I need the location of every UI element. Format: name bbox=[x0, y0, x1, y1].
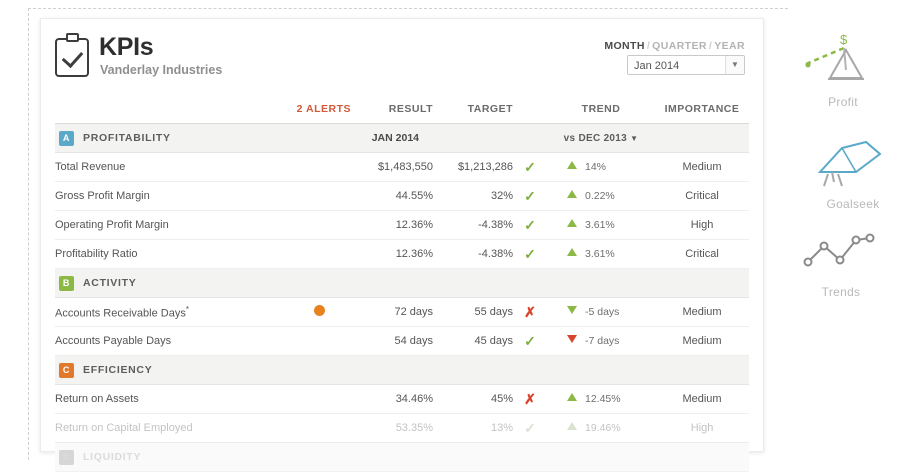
group-target-cell bbox=[433, 269, 513, 298]
clipboard-check-icon bbox=[55, 33, 91, 77]
kpi-target: 55 days bbox=[433, 298, 513, 327]
col-importance[interactable]: IMPORTANCE bbox=[655, 95, 749, 124]
kpi-name: Return on Capital Employed bbox=[55, 414, 287, 443]
kpi-target: -4.38% bbox=[433, 240, 513, 269]
trend-arrow-icon bbox=[567, 219, 577, 227]
group-alerts-cell bbox=[287, 443, 351, 472]
table-body bbox=[55, 124, 749, 472]
profit-scale-icon bbox=[800, 30, 886, 88]
check-icon: ✓ bbox=[524, 332, 536, 349]
trend-arrow-icon bbox=[567, 248, 577, 256]
kpi-importance: Medium bbox=[655, 385, 749, 414]
group-badge: C bbox=[59, 363, 74, 378]
kpi-trend: 3.61% bbox=[547, 211, 655, 240]
group-alerts-cell bbox=[287, 124, 351, 153]
sketch-panel bbox=[782, 24, 910, 324]
check-icon: ✓ bbox=[524, 245, 536, 262]
kpi-alert bbox=[287, 385, 351, 414]
kpi-target: 13% bbox=[433, 414, 513, 443]
group-badge: A bbox=[59, 131, 74, 146]
trends-sketch[interactable] bbox=[786, 226, 896, 299]
group-tick-cell bbox=[513, 124, 547, 153]
group-tick-cell bbox=[513, 269, 547, 298]
kpi-status bbox=[513, 153, 547, 182]
table-row[interactable] bbox=[55, 240, 749, 269]
check-icon: ✓ bbox=[524, 216, 536, 233]
kpi-status bbox=[513, 182, 547, 211]
group-tick-cell bbox=[513, 443, 547, 472]
page-frame-top bbox=[28, 8, 788, 10]
trend-arrow-icon bbox=[567, 190, 577, 198]
kpi-result: 12.36% bbox=[351, 211, 433, 240]
table-row[interactable] bbox=[55, 414, 749, 443]
kpi-status bbox=[513, 414, 547, 443]
col-name bbox=[55, 95, 287, 124]
group-trend-header[interactable] bbox=[547, 269, 655, 298]
col-tick bbox=[513, 95, 547, 124]
kpi-result: $1,483,550 bbox=[351, 153, 433, 182]
group-label-cell bbox=[55, 356, 287, 385]
card-header bbox=[41, 19, 763, 89]
col-target[interactable]: TARGET bbox=[433, 95, 513, 124]
col-alerts[interactable]: 2 ALERTS bbox=[287, 95, 351, 124]
check-icon: ✓ bbox=[524, 187, 536, 204]
table-row[interactable] bbox=[55, 153, 749, 182]
kpi-target: 45 days bbox=[433, 327, 513, 356]
company-subtitle: Vanderlay Industries bbox=[100, 63, 223, 77]
group-row[interactable] bbox=[55, 356, 749, 385]
group-tick-cell bbox=[513, 356, 547, 385]
kpi-result: 54 days bbox=[351, 327, 433, 356]
group-alerts-cell bbox=[287, 356, 351, 385]
trend-arrow-icon bbox=[567, 335, 577, 343]
kpi-status bbox=[513, 385, 547, 414]
chevron-down-icon[interactable]: ▼ bbox=[725, 56, 744, 74]
page-frame-left bbox=[28, 8, 30, 460]
col-result[interactable]: RESULT bbox=[351, 95, 433, 124]
group-label-cell bbox=[55, 124, 287, 153]
trends-sketch-label: Trends bbox=[821, 285, 861, 299]
trends-line-icon bbox=[798, 226, 884, 278]
kpi-result: 44.55% bbox=[351, 182, 433, 211]
kpi-alert bbox=[287, 414, 351, 443]
period-tabs bbox=[604, 40, 745, 52]
group-row[interactable] bbox=[55, 443, 749, 472]
trend-arrow-icon bbox=[567, 422, 577, 430]
group-importance-cell bbox=[655, 356, 749, 385]
kpi-importance: Critical bbox=[655, 240, 749, 269]
group-row[interactable] bbox=[55, 124, 749, 153]
kpi-target: 45% bbox=[433, 385, 513, 414]
group-label: LIQUIDITY bbox=[83, 451, 142, 463]
table-row[interactable] bbox=[55, 298, 749, 327]
group-badge: D bbox=[59, 450, 74, 465]
kpi-alert bbox=[287, 298, 351, 327]
group-label: ACTIVITY bbox=[83, 277, 137, 289]
group-badge: B bbox=[59, 276, 74, 291]
group-importance-cell bbox=[655, 269, 749, 298]
kpi-trend: 19.46% bbox=[547, 414, 655, 443]
kpi-trend: 12.45% bbox=[547, 385, 655, 414]
goalseek-sketch-label: Goalseek bbox=[826, 197, 880, 211]
kpi-importance: High bbox=[655, 414, 749, 443]
group-importance-cell bbox=[655, 124, 749, 153]
kpi-result: 53.35% bbox=[351, 414, 433, 443]
goalseek-telescope-icon bbox=[810, 132, 896, 190]
kpi-status bbox=[513, 240, 547, 269]
kpi-result: 72 days bbox=[351, 298, 433, 327]
kpi-alert bbox=[287, 153, 351, 182]
group-result-header bbox=[351, 356, 433, 385]
kpi-trend: -7 days bbox=[547, 327, 655, 356]
kpi-name: Accounts Payable Days bbox=[55, 327, 287, 356]
group-label-cell bbox=[55, 269, 287, 298]
kpi-name: Operating Profit Margin bbox=[55, 211, 287, 240]
col-trend[interactable]: TREND bbox=[547, 95, 655, 124]
kpi-result: 34.46% bbox=[351, 385, 433, 414]
trend-arrow-icon bbox=[567, 393, 577, 401]
kpi-status bbox=[513, 211, 547, 240]
kpi-importance: Medium bbox=[655, 298, 749, 327]
kpi-card bbox=[40, 18, 764, 463]
kpi-status bbox=[513, 298, 547, 327]
tab-quarter[interactable]: QUARTER bbox=[652, 40, 707, 52]
trend-arrow-icon bbox=[567, 161, 577, 169]
page-title: KPIs bbox=[99, 33, 154, 61]
group-label: PROFITABILITY bbox=[83, 132, 171, 144]
kpi-result: 12.36% bbox=[351, 240, 433, 269]
kpi-target: -4.38% bbox=[433, 211, 513, 240]
kpi-importance: Medium bbox=[655, 327, 749, 356]
kpi-name: Return on Assets bbox=[55, 385, 287, 414]
cross-icon: ✗ bbox=[524, 303, 536, 320]
kpi-trend: 3.61% bbox=[547, 240, 655, 269]
group-label-cell bbox=[55, 443, 287, 472]
tab-year[interactable]: YEAR bbox=[714, 40, 745, 52]
kpi-trend: 0.22% bbox=[547, 182, 655, 211]
check-icon: ✓ bbox=[524, 419, 536, 436]
kpi-importance: Medium bbox=[655, 153, 749, 182]
kpi-name: Gross Profit Margin bbox=[55, 182, 287, 211]
profit-sketch-label: Profit bbox=[828, 95, 858, 109]
kpi-name: Total Revenue bbox=[55, 153, 287, 182]
profit-sketch[interactable] bbox=[788, 30, 898, 109]
group-result-header: JAN 2014 bbox=[351, 124, 433, 153]
kpi-name: Profitability Ratio bbox=[55, 240, 287, 269]
kpi-alert bbox=[287, 327, 351, 356]
group-label: EFFICIENCY bbox=[83, 364, 153, 376]
kpi-trend: -5 days bbox=[547, 298, 655, 327]
kpi-alert bbox=[287, 240, 351, 269]
group-trend-header[interactable] bbox=[547, 356, 655, 385]
alert-dot-icon[interactable] bbox=[314, 305, 325, 316]
table-header bbox=[55, 95, 749, 124]
group-result-header bbox=[351, 443, 433, 472]
period-dropdown[interactable] bbox=[627, 55, 745, 75]
group-target-cell bbox=[433, 443, 513, 472]
kpi-trend: 14% bbox=[547, 153, 655, 182]
tab-sep-1: / bbox=[646, 40, 651, 52]
kpi-importance: Critical bbox=[655, 182, 749, 211]
kpi-name: Accounts Receivable Days* bbox=[55, 298, 287, 327]
tab-sep-2: / bbox=[708, 40, 713, 52]
table-row[interactable] bbox=[55, 182, 749, 211]
svg-text:$: $ bbox=[840, 32, 848, 47]
kpi-status bbox=[513, 327, 547, 356]
table-row[interactable] bbox=[55, 385, 749, 414]
kpi-table bbox=[55, 95, 749, 472]
kpi-alert bbox=[287, 182, 351, 211]
group-target-cell bbox=[433, 124, 513, 153]
group-target-cell bbox=[433, 356, 513, 385]
group-importance-cell bbox=[655, 443, 749, 472]
trend-arrow-icon bbox=[567, 306, 577, 314]
goalseek-sketch[interactable] bbox=[798, 132, 908, 211]
group-trend-header[interactable]: vs DEC 2013 ▼ bbox=[547, 124, 655, 153]
kpi-target: 32% bbox=[433, 182, 513, 211]
kpi-alert bbox=[287, 211, 351, 240]
group-result-header bbox=[351, 269, 433, 298]
check-icon: ✓ bbox=[524, 158, 536, 175]
table-row[interactable] bbox=[55, 211, 749, 240]
group-alerts-cell bbox=[287, 269, 351, 298]
group-trend-header[interactable] bbox=[547, 443, 655, 472]
tab-month[interactable]: MONTH bbox=[604, 40, 645, 52]
group-row[interactable] bbox=[55, 269, 749, 298]
kpi-target: $1,213,286 bbox=[433, 153, 513, 182]
kpi-importance: High bbox=[655, 211, 749, 240]
period-dropdown-value: Jan 2014 bbox=[634, 60, 680, 72]
trend-chevron-down-icon: ▼ bbox=[630, 133, 639, 143]
cross-icon: ✗ bbox=[524, 390, 536, 407]
table-row[interactable] bbox=[55, 327, 749, 356]
